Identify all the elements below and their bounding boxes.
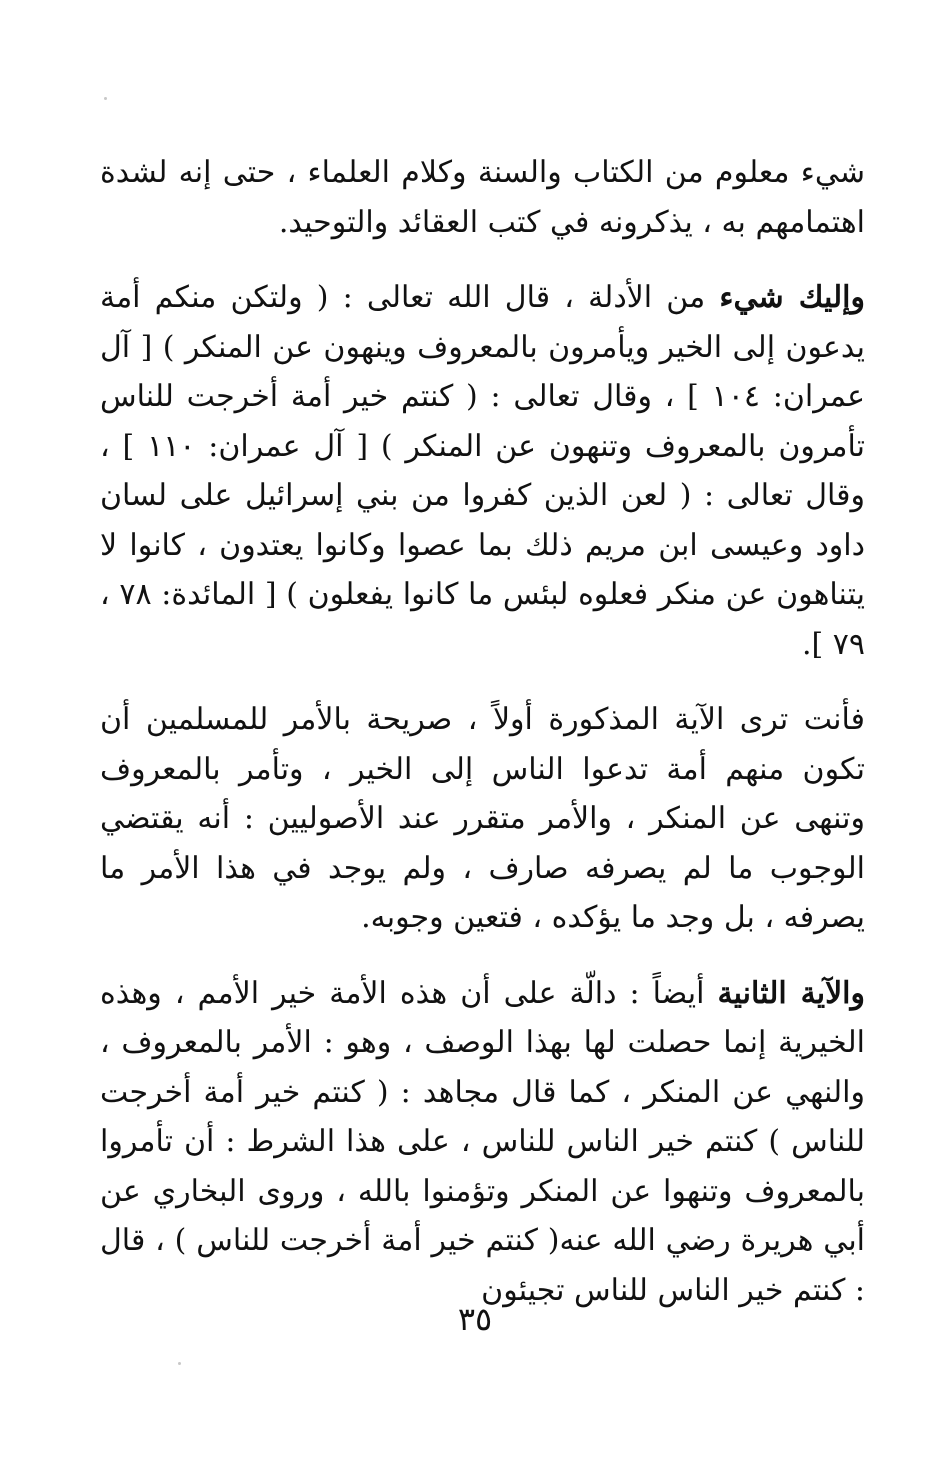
page-number: ٣٥ xyxy=(457,1300,493,1338)
scan-speck xyxy=(104,97,107,100)
scan-speck xyxy=(178,1362,181,1365)
paragraph-2 xyxy=(100,273,865,669)
paragraph-lead: والآية الثانية xyxy=(717,975,866,1011)
paragraph-text: من الأدلة ، قال الله تعالى : ( ولتكن منكم أمة يدعون إلى الخير ويأمرون بالمعروف وينهون عن المنكر ) [ آل عمران: ١٠٤ ] ، وقال تعالى : ( كنتم خير أمة أخرجت للناس تأمرون بالمعروف وتنهون عن المنكر ) [ آل عمران: ١١٠ ] ، وقال تعالى : ( لعن الذين كفروا من بني إسرائيل على لسان داود وعيسى ابن مريم ذلك بما عصوا وكانوا يعتدون ، كانوا لا يتناهون عن منكر فعلوه لبئس ما كانوا يفعلون ) [ المائدة: ٧٨ ، ٧٩ ]. xyxy=(100,280,866,662)
paragraph-1 xyxy=(100,148,865,247)
paragraph-4 xyxy=(100,969,865,1316)
paragraph-text: شيء معلوم من الكتاب والسنة وكلام العلماء ، حتى إنه لشدة اهتمامهم به ، يذكرونه في كتب العقائد والتوحيد. xyxy=(100,155,865,240)
paragraph-lead: وإليك شيء xyxy=(719,280,865,315)
paragraph-text: فأنت ترى الآية المذكورة أولاً ، صريحة بالأمر للمسلمين أن تكون منهم أمة تدعوا الناس إلى الخير ، وتأمر بالمعروف وتنهى عن المنكر ، والأمر متقرر عند الأصوليين : أنه يقتضي الوجوب ما لم يصرفه صارف ، ولم يوجد في هذا الأمر ما يصرفه ، بل وجد ما يؤكده ، فتعين وجوبه. xyxy=(100,702,865,935)
paragraph-3 xyxy=(100,695,865,943)
body-text xyxy=(100,148,865,1315)
paragraph-text: أيضاً : دالّة على أن هذه الأمة خير الأمم ، وهذه الخيرية إنما حصلت لها بهذا الوصف ، وهو : الأمر بالمعروف ، والنهي عن المنكر ، كما قال مجاهد : ( كنتم خير أمة أخرجت للناس ) كنتم خير الناس للناس ، على هذا الشرط : أن تأمروا بالمعروف وتنهوا عن المنكر وتؤمنوا بالله ، وروى البخاري عن أبي هريرة رضي الله عنه( كنتم خير أمة أخرجت للناس ) ، قال : كنتم خير الناس للناس تجيئون xyxy=(100,975,865,1308)
